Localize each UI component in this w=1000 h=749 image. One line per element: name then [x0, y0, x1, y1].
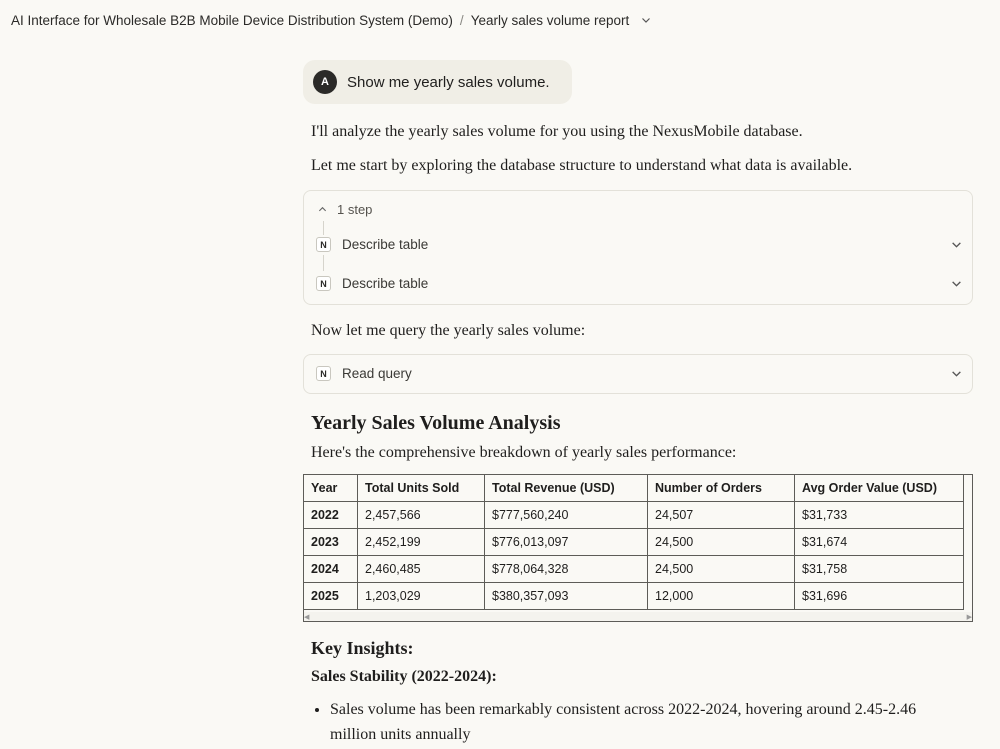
- table-cell: $31,733: [795, 502, 964, 529]
- table-cell: $31,674: [795, 529, 964, 556]
- tool-steps-panel: [303, 190, 973, 305]
- chevron-down-icon: [951, 278, 962, 289]
- assistant-intro-1: I'll analyze the yearly sales volume for you using the NexusMobile database.: [311, 123, 803, 140]
- user-message-text: Show me yearly sales volume.: [347, 73, 550, 91]
- column-header: Year: [304, 475, 358, 502]
- table-cell: 2,457,566: [358, 502, 485, 529]
- table-row: [304, 583, 964, 610]
- database-icon: N: [316, 366, 331, 381]
- sales-table-container: [303, 474, 973, 622]
- column-header: Avg Order Value (USD): [795, 475, 964, 502]
- scroll-left-icon[interactable]: ◀: [304, 613, 310, 621]
- tool-row-describe-table[interactable]: [316, 237, 962, 252]
- table-cell: $776,013,097: [485, 529, 648, 556]
- insights-title: Key Insights:: [311, 638, 414, 658]
- table-cell: 24,500: [648, 556, 795, 583]
- steps-summary: 1 step: [337, 202, 373, 217]
- insights-list: [303, 697, 973, 747]
- horizontal-scrollbar[interactable]: [304, 612, 972, 621]
- column-header: Number of Orders: [648, 475, 795, 502]
- table-cell: $31,758: [795, 556, 964, 583]
- table-cell: $777,560,240: [485, 502, 648, 529]
- analysis-intro: Here's the comprehensive breakdown of yearly sales performance:: [311, 444, 737, 461]
- chevron-down-icon: [951, 368, 962, 379]
- database-icon: N: [316, 237, 331, 252]
- table-cell: 24,500: [648, 529, 795, 556]
- chat-title[interactable]: Yearly sales volume report: [470, 12, 630, 28]
- database-icon: N: [316, 276, 331, 291]
- chevron-down-icon: [951, 239, 962, 250]
- column-header: Total Units Sold: [358, 475, 485, 502]
- table-cell: 1,203,029: [358, 583, 485, 610]
- read-query-panel[interactable]: [303, 354, 973, 394]
- breadcrumb-separator: /: [459, 12, 464, 28]
- table-cell: 2023: [304, 529, 358, 556]
- table-row: [304, 556, 964, 583]
- top-bar: [0, 0, 1000, 40]
- table-cell: $31,696: [795, 583, 964, 610]
- table-cell: 2,452,199: [358, 529, 485, 556]
- project-link[interactable]: AI Interface for Wholesale B2B Mobile Device Distribution System (Demo): [11, 12, 453, 28]
- table-cell: 12,000: [648, 583, 795, 610]
- assistant-intro-2: Let me start by exploring the database structure to understand what data is available.: [311, 157, 853, 174]
- table-row: [304, 502, 964, 529]
- table-cell: 2024: [304, 556, 358, 583]
- table-row: [304, 529, 964, 556]
- stability-title: Sales Stability (2022-2024):: [311, 668, 497, 685]
- list-item: • Sales volume has been remarkably consistent across 2022-2024, hovering around 2.45-2.46 million units annually: [330, 697, 930, 747]
- table-cell: 2025: [304, 583, 358, 610]
- steps-toggle[interactable]: [318, 202, 372, 217]
- table-cell: 2,460,485: [358, 556, 485, 583]
- chevron-up-icon: [318, 205, 327, 214]
- column-header: Total Revenue (USD): [485, 475, 648, 502]
- chevron-down-icon[interactable]: [641, 15, 651, 25]
- tool-label: Describe table: [342, 237, 429, 252]
- conversation: [303, 60, 973, 747]
- table-header-row: [304, 475, 964, 502]
- scroll-right-icon[interactable]: ▶: [966, 613, 972, 621]
- sales-table: [304, 475, 964, 610]
- table-cell: 2022: [304, 502, 358, 529]
- analysis-title: Yearly Sales Volume Analysis: [311, 412, 561, 434]
- user-avatar: A: [313, 70, 337, 94]
- query-intro: Now let me query the yearly sales volume:: [311, 322, 586, 339]
- table-cell: $778,064,328: [485, 556, 648, 583]
- tool-row-read-query[interactable]: [316, 366, 962, 381]
- table-cell: 24,507: [648, 502, 795, 529]
- user-message: [303, 60, 572, 104]
- tool-label: Read query: [342, 366, 412, 381]
- tool-row-describe-table[interactable]: [316, 276, 962, 291]
- table-cell: $380,357,093: [485, 583, 648, 610]
- tool-label: Describe table: [342, 276, 429, 291]
